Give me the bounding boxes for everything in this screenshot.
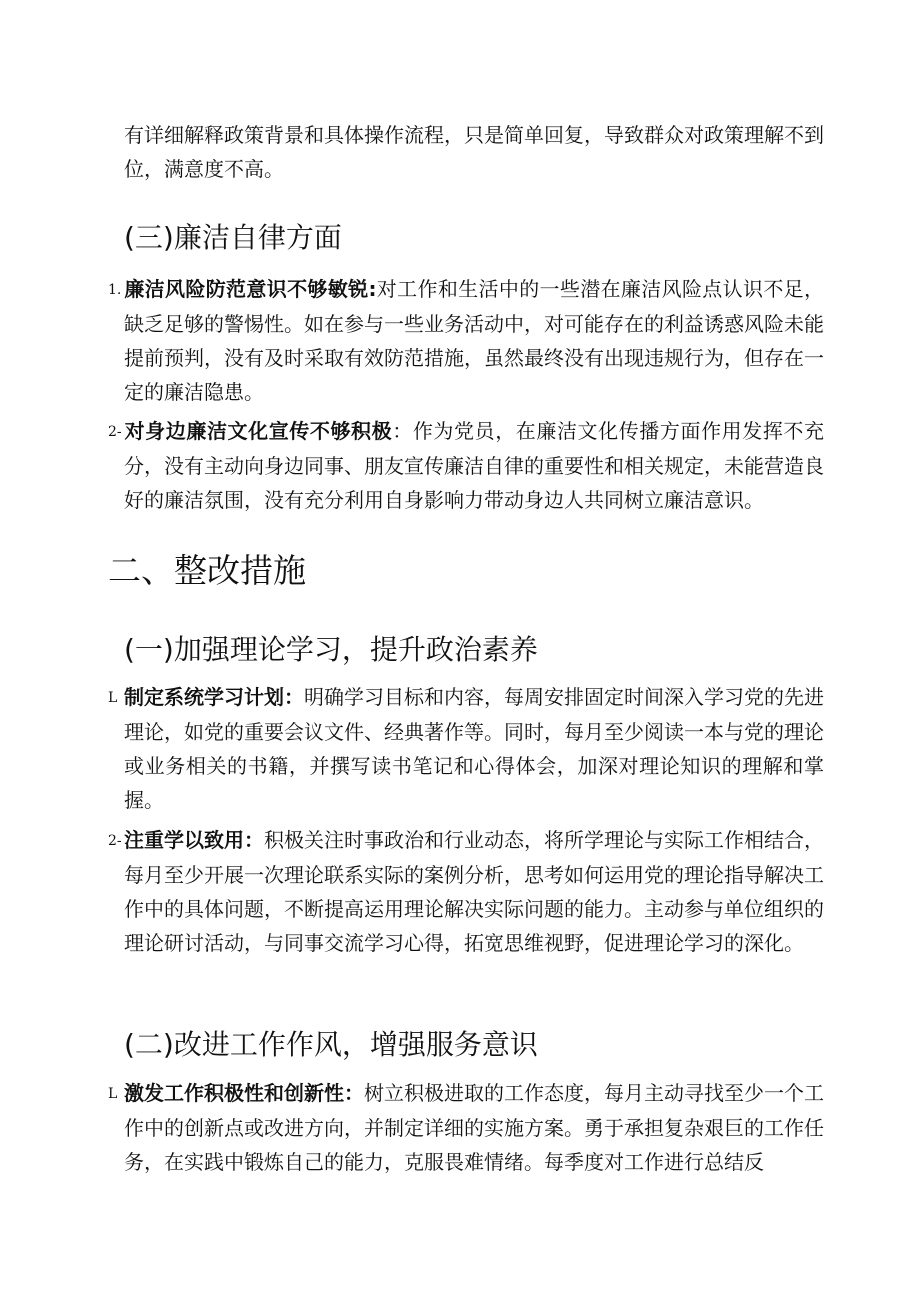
list-marker: 1. <box>108 282 122 298</box>
list-item-lead: 对身边廉洁文化宣传不够积极 <box>124 419 393 443</box>
list-item-text: ：作为党员，在廉洁文化传播方面作用发挥不充分，没有主动向身边同事、朋友宣传廉洁自律的重要性和相关规定，未能营造良好的廉洁氛围，没有充分利用自身影响力带动身边人共同树立廉洁意识。 <box>124 419 825 512</box>
chapter2-heading: 二、整改措施 <box>108 551 306 590</box>
list-item <box>108 272 824 409</box>
list-item-lead: 激发工作积极性和创新性： <box>124 1081 364 1105</box>
list-item-body <box>108 823 824 960</box>
subsection2-heading: (二)改进工作作风，增强服务意识 <box>124 1028 538 1061</box>
list-item-lead: 制定系统学习计划： <box>124 685 304 709</box>
list-item-text: 树立积极进取的工作态度，每月主动寻找至少一个工作中的创新点或改进方向，并制定详细的实施方案。勇于承担复杂艰巨的工作任务，在实践中锻炼自己的能力，克服畏难情绪。每季度对工作进行总结反 <box>124 1081 824 1174</box>
list-item-lead: 注重学以致用： <box>124 828 264 852</box>
list-item-body <box>108 1076 824 1179</box>
list-item <box>108 823 824 960</box>
list-item <box>108 680 824 817</box>
list-marker: L <box>108 1086 118 1102</box>
list-item-body <box>108 680 824 817</box>
list-item-body <box>108 414 824 517</box>
list-marker: 2- <box>108 424 122 440</box>
list-item-text: 明确学习目标和内容，每周安排固定时间深入学习党的先进理论，如党的重要会议文件、经典著作等。同时，每月至少阅读一本与党的理论或业务相关的书籍，并撰写读书笔记和心得体会，加深对理论知识的理解和掌握。 <box>124 685 824 812</box>
list-marker: L <box>108 690 118 706</box>
section3-heading: (三)廉洁自律方面 <box>124 221 342 254</box>
list-item-text: 对工作和生活中的一些潜在廉洁风险点认识不足，缺乏足够的警惕性。如在参与一些业务活动中，对可能存在的利益诱惑风险未能提前预判，没有及时采取有效防范措施，虽然最终没有出现违规行为，但存在一定的廉洁隐患。 <box>124 277 825 404</box>
intro-paragraph: 有详细解释政策背景和具体操作流程，只是简单回复，导致群众对政策理解不到位，满意度不高。 <box>124 123 824 181</box>
list-item-text: 积极关注时事政治和行业动态，将所学理论与实际工作相结合，每月至少开展一次理论联系实际的案例分析，思考如何运用党的理论指导解决工作中的具体问题，不断提高运用理论解决实际问题的能力。主动参与单位组织的理论研讨活动，与同事交流学习心得，拓宽思维视野，促进理论学习的深化。 <box>124 828 824 955</box>
list-item <box>108 1076 824 1179</box>
list-marker: 2- <box>108 833 122 849</box>
list-item <box>108 414 824 517</box>
list-item-lead: 廉洁风险防范意识不够敏锐: <box>124 277 377 301</box>
list-item-body <box>108 272 824 409</box>
subsection1-heading: (一)加强理论学习，提升政治素养 <box>124 633 538 666</box>
